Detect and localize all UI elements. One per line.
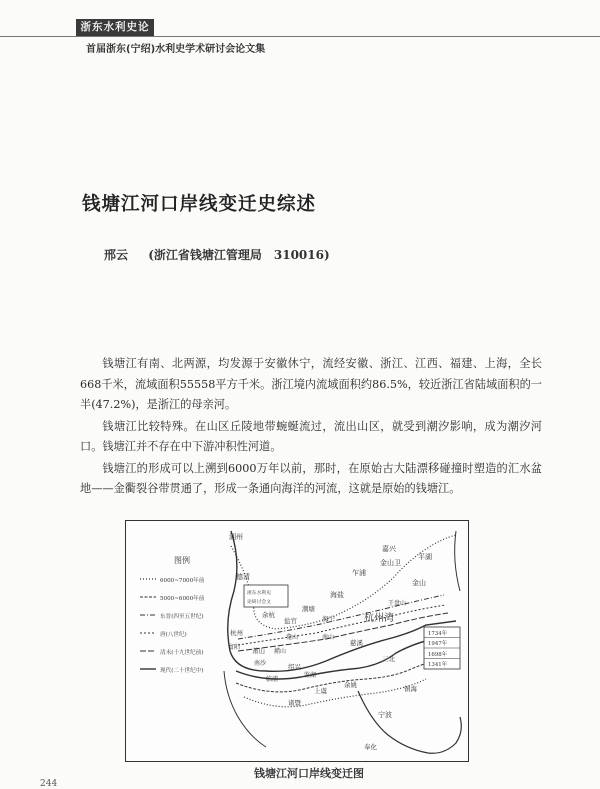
place-label: 余姚 — [344, 681, 357, 689]
place-label: 三北 — [382, 655, 395, 663]
place-label: 金山卫 — [380, 559, 401, 567]
south-bank-modern — [236, 637, 444, 679]
figure-caption — [0, 765, 600, 781]
place-label: 富阳 — [228, 644, 241, 651]
article-title: 钱塘江河口岸线变迁史综述 — [82, 194, 317, 215]
place-label: 余杭 — [262, 611, 275, 619]
fuchun-river — [224, 671, 266, 747]
place-label: 德清 — [236, 573, 250, 581]
place-label: 平湖 — [418, 553, 432, 561]
place-label: 南山 — [322, 634, 335, 641]
legend-label: 东晋(四至五世纪) — [160, 614, 204, 620]
place-label: 龛山 — [286, 634, 299, 641]
place-label: 杭州湾 — [364, 613, 394, 624]
place-label: 盐官 — [284, 617, 297, 625]
body-paragraph: 钱塘江比较特殊。在山区丘陵地带蜿蜒流过，流出山区，就受到潮汐影响，成为潮汐河口。钱塘江并不存在中下游冲积性河道。 — [80, 419, 542, 453]
place-label: 鉴湖 — [304, 672, 317, 679]
legend-label: 6000~7000年前 — [160, 578, 205, 584]
author-line — [104, 246, 330, 263]
place-label: 奉化 — [364, 743, 377, 751]
place-label: 海盐 — [330, 591, 344, 599]
map-stamp-line: 论研讨会文 — [247, 600, 271, 605]
place-label: 南沙 — [254, 660, 267, 667]
south-bank-oldest — [244, 679, 426, 707]
place-label: 上虞 — [314, 687, 327, 695]
place-label: 萧山 — [252, 647, 265, 655]
legend-label: 5000~6000年前 — [160, 596, 205, 602]
place-label: 海宁 — [322, 615, 335, 623]
place-label: 王盘山 — [388, 600, 407, 607]
proceedings-subtitle: 首届浙东(宁绍)水利史学术研讨会论文集 — [86, 44, 266, 55]
place-label: 杭州 — [230, 629, 243, 637]
legend-label: 清末(十九世纪前) — [160, 650, 204, 656]
article-body — [80, 354, 542, 501]
legend-label: 唐(八世纪) — [160, 632, 187, 638]
place-label: 湖州 — [229, 533, 243, 541]
place-label: 金山 — [412, 579, 426, 587]
map-stamp-line: 浙东水利史 — [247, 591, 271, 596]
place-label: 诸暨 — [288, 699, 301, 707]
author-affiliation: (浙江省钱塘江管理局 310016) — [148, 248, 330, 262]
legend-label: 现代(二十世纪中) — [160, 668, 204, 674]
coastline-map — [126, 521, 468, 761]
place-label: 嘉兴 — [382, 545, 396, 553]
body-paragraph: 钱塘江的形成可以上溯到6000万年以前，那时，在原始古大陆漂移碰撞时塑造的汇水盆地——金衢裂谷带贯通了，形成一条通向海洋的河流，这就是原始的钱塘江。 — [80, 461, 542, 495]
place-label: 临浦 — [266, 676, 279, 683]
body-paragraph: 钱塘江有南、北两源，均发源于安徽休宁，流经安徽、浙江、江西、福建、上海，全长668千米，流域面积55558平方千米。浙江境内流域面积约86.5%，较近浙江省陆域面积的一半(47.2%)，是浙江的母亲河。 — [80, 357, 542, 411]
legend — [140, 579, 156, 669]
coastline-map-figure — [125, 520, 469, 762]
place-label: 赭山 — [274, 648, 287, 655]
header-rule — [0, 36, 600, 37]
place-label: 乍浦 — [352, 569, 366, 577]
figure-caption-text: 钱塘江河口岸线变迁图 — [254, 767, 364, 780]
year-label: 1341年 — [428, 662, 448, 668]
page-number: 244 — [40, 779, 58, 789]
place-label: 镇海 — [404, 685, 417, 693]
place-label: 宁波 — [378, 711, 392, 719]
place-label: 慈溪 — [350, 639, 363, 647]
legend-title: 图例 — [174, 556, 190, 565]
place-label: 潮塘 — [302, 605, 315, 613]
east-coast — [455, 531, 460, 591]
year-label: 1734年 — [428, 631, 448, 637]
place-label: 绍兴 — [288, 663, 301, 671]
author-name: 邢云 — [104, 248, 129, 262]
year-label: 1947年 — [428, 641, 448, 647]
series-header-tag: 浙东水利史论 — [76, 19, 154, 36]
year-label: 1698年 — [428, 652, 448, 658]
